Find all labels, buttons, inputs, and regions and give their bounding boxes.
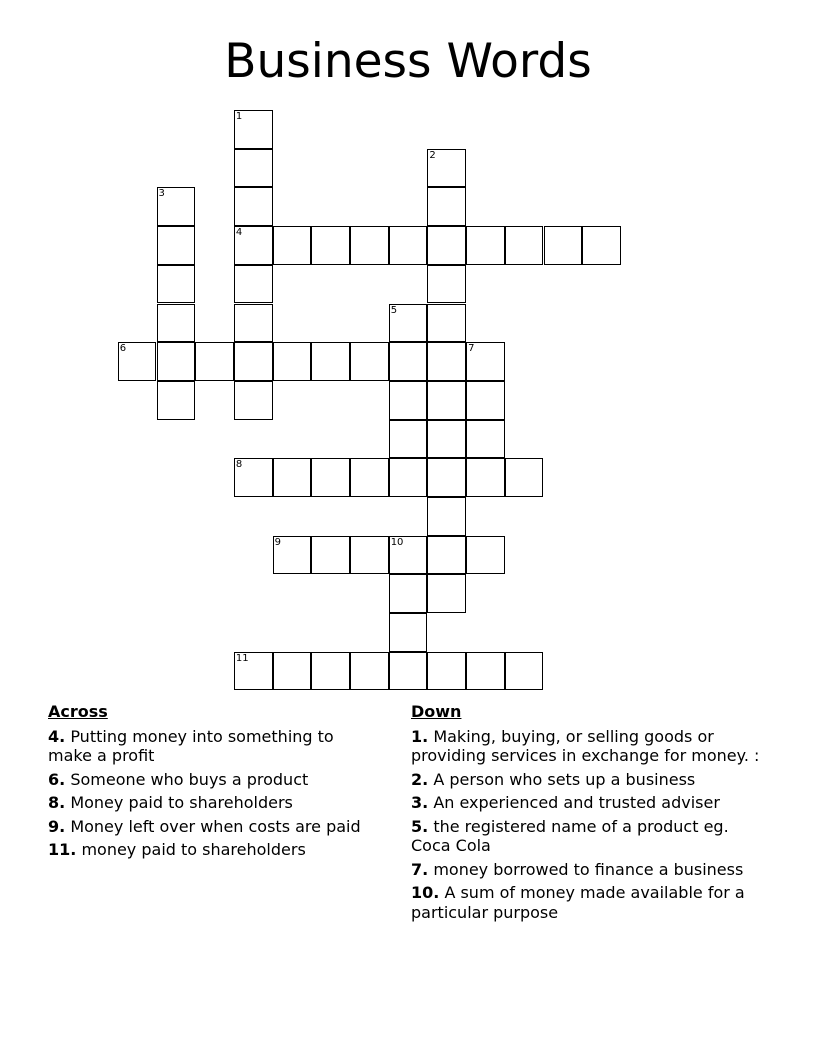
grid-cell[interactable]	[273, 458, 312, 497]
clue-number: 6.	[48, 769, 66, 789]
grid-cell[interactable]	[389, 226, 428, 265]
clue-number: 10.	[411, 883, 440, 902]
clue-number: 9.	[48, 816, 66, 836]
clue-number-label: 2	[429, 149, 436, 161]
across-clue	[48, 727, 378, 766]
down-clue	[411, 727, 766, 766]
clue-text: A person who sets up a business	[433, 769, 696, 789]
grid-cell[interactable]	[157, 381, 196, 420]
clue-text: the registered name of a product eg. Coca Cola	[411, 816, 729, 855]
grid-cell[interactable]	[157, 304, 196, 343]
grid-cell[interactable]	[350, 226, 389, 265]
clue-text: An experienced and trusted adviser	[433, 793, 720, 812]
clue-number: 11.	[48, 840, 77, 859]
grid-cell[interactable]	[582, 226, 621, 265]
grid-cell[interactable]	[427, 149, 466, 188]
grid-cell[interactable]	[311, 458, 350, 497]
grid-cell[interactable]	[311, 226, 350, 265]
grid-cell[interactable]	[466, 420, 505, 459]
grid-cell[interactable]	[427, 265, 466, 304]
clue-number-label: 6	[119, 343, 127, 355]
clue-number-label: 8	[235, 459, 243, 471]
grid-cell[interactable]	[389, 652, 428, 691]
clue-number-label: 10	[390, 536, 404, 548]
grid-cell[interactable]	[273, 226, 312, 265]
grid-cell[interactable]	[466, 226, 505, 265]
across-clues	[48, 702, 378, 864]
down-clue	[411, 770, 766, 790]
clue-number-label: 4	[235, 227, 243, 239]
grid-cell[interactable]	[427, 381, 466, 420]
clue-number-label: 1	[235, 111, 243, 122]
grid-cell[interactable]	[427, 304, 466, 343]
clue-number: 3.	[411, 793, 429, 812]
grid-cell[interactable]	[427, 497, 466, 536]
grid-cell[interactable]	[234, 304, 273, 343]
grid-cell[interactable]	[350, 458, 389, 497]
down-clue	[411, 793, 766, 813]
grid-cell[interactable]	[505, 652, 544, 691]
grid-cell[interactable]	[234, 342, 273, 381]
grid-cell[interactable]	[234, 226, 273, 265]
clue-number-label: 9	[274, 536, 281, 548]
down-heading: Down	[411, 702, 462, 721]
grid-cell[interactable]	[466, 458, 505, 497]
grid-cell[interactable]	[273, 342, 312, 381]
grid-cell[interactable]	[389, 304, 428, 343]
clue-text: A sum of money made available for a particular purpose	[411, 883, 745, 922]
grid-cell[interactable]	[389, 342, 428, 381]
clue-text: Someone who buys a product	[70, 769, 309, 789]
grid-cell[interactable]	[234, 265, 273, 304]
clue-number: 7.	[411, 859, 429, 879]
grid-cell[interactable]	[427, 536, 466, 575]
grid-cell[interactable]	[350, 536, 389, 575]
grid-cell[interactable]	[466, 652, 505, 691]
grid-cell[interactable]	[389, 420, 428, 459]
clue-number: 4.	[48, 726, 66, 746]
clue-text: Money left over when costs are paid	[70, 816, 361, 836]
grid-cell[interactable]	[350, 342, 389, 381]
grid-cell[interactable]	[427, 652, 466, 691]
across-clue	[48, 770, 378, 790]
grid-cell[interactable]	[311, 536, 350, 575]
grid-cell[interactable]	[311, 342, 350, 381]
grid-cell[interactable]	[118, 342, 157, 381]
grid-cell[interactable]	[389, 458, 428, 497]
clue-number-label: 3	[158, 188, 165, 200]
down-clue	[411, 883, 766, 922]
grid-cell[interactable]	[427, 342, 466, 381]
across-heading: Across	[48, 702, 108, 721]
grid-cell[interactable]	[195, 342, 234, 381]
clue-number-label: 7	[468, 343, 475, 355]
clue-text: Making, buying, or selling goods or providing services in exchange for money. :	[411, 726, 760, 765]
clue-number: 5.	[411, 816, 429, 836]
grid-cell[interactable]	[544, 226, 583, 265]
down-clue	[411, 817, 766, 856]
grid-cell[interactable]	[234, 187, 273, 226]
grid-cell[interactable]	[427, 420, 466, 459]
grid-cell[interactable]	[427, 574, 466, 613]
grid-cell[interactable]	[466, 381, 505, 420]
clue-number-label: 5	[390, 304, 398, 316]
grid-cell[interactable]	[234, 381, 273, 420]
page-title: Business Words	[224, 34, 592, 89]
grid-cell[interactable]	[389, 381, 428, 420]
grid-cell[interactable]	[427, 187, 466, 226]
grid-cell[interactable]	[234, 652, 273, 691]
grid-cell[interactable]	[234, 149, 273, 188]
grid-cell[interactable]	[505, 226, 544, 265]
down-clues	[411, 702, 766, 926]
grid-cell[interactable]	[427, 458, 466, 497]
across-clue	[48, 793, 378, 813]
grid-cell[interactable]	[273, 652, 312, 691]
grid-cell[interactable]	[234, 458, 273, 497]
across-clue	[48, 840, 378, 860]
grid-cell[interactable]	[427, 226, 466, 265]
grid-cell[interactable]	[157, 265, 196, 304]
down-clue	[411, 860, 766, 880]
grid-cell[interactable]	[157, 226, 196, 265]
clue-text: money borrowed to finance a business	[433, 859, 744, 879]
grid-cell[interactable]	[350, 652, 389, 691]
clue-number: 8.	[48, 793, 66, 812]
grid-cell[interactable]	[157, 187, 196, 226]
grid-cell[interactable]	[505, 458, 544, 497]
clue-number: 1.	[411, 726, 429, 746]
grid-cell[interactable]	[389, 536, 428, 575]
grid-cell[interactable]	[311, 652, 350, 691]
grid-cell[interactable]	[389, 613, 428, 652]
clue-text: Putting money into something to make a profit	[48, 726, 334, 765]
clue-text: money paid to shareholders	[81, 840, 306, 859]
grid-cell[interactable]	[273, 536, 312, 575]
grid-cell[interactable]	[466, 536, 505, 575]
across-clue	[48, 817, 378, 837]
grid-cell[interactable]	[466, 342, 505, 381]
clue-number-label: 11	[235, 652, 249, 664]
grid-cell[interactable]	[157, 342, 196, 381]
clue-text: Money paid to shareholders	[70, 793, 293, 812]
clue-number: 2.	[411, 769, 429, 789]
grid-cell[interactable]	[234, 110, 273, 149]
grid-cell[interactable]	[389, 574, 428, 613]
